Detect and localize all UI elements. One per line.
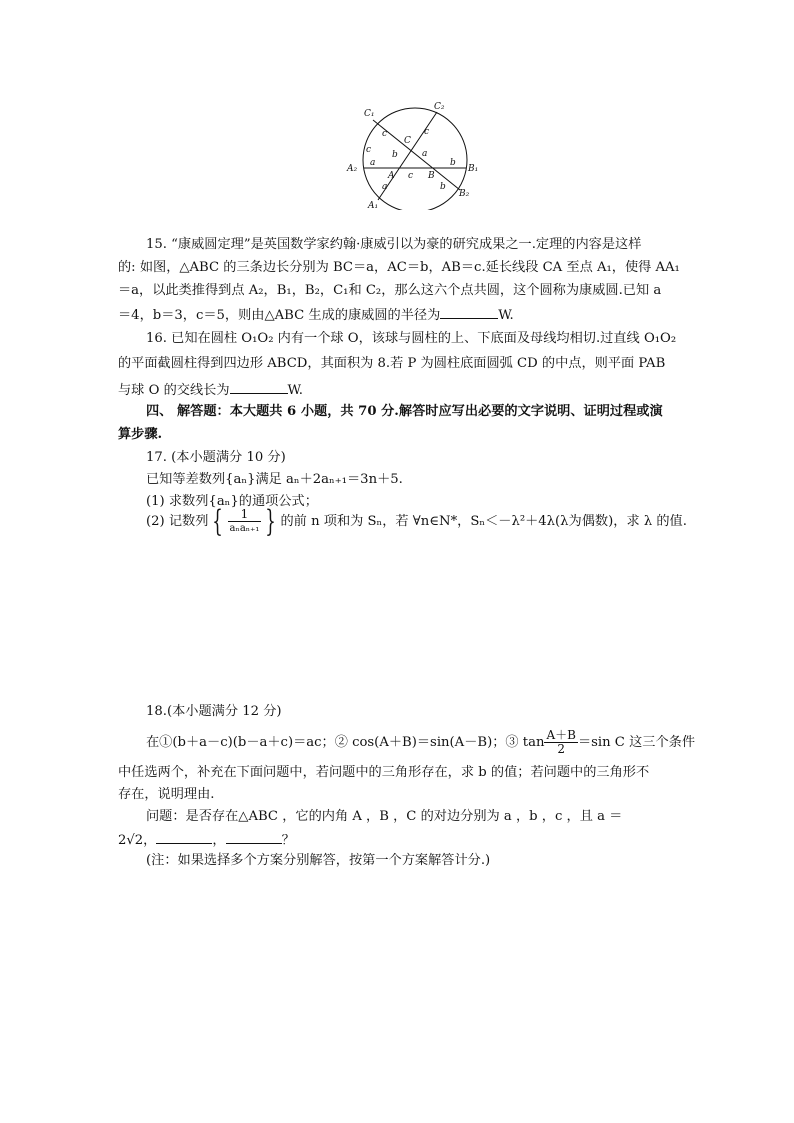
seg-b-lower: b: [440, 182, 446, 192]
label-C2: C₂: [434, 102, 445, 112]
seg-b-left: b: [392, 150, 398, 160]
q18-line5-end: ？: [281, 833, 295, 848]
q18-line5: [118, 830, 295, 850]
right-brace: }: [265, 503, 277, 539]
seg-c-left: c: [366, 145, 372, 155]
q15-line4: [118, 305, 514, 325]
q18-frac-num: A＋B: [546, 728, 576, 742]
seg-a-mid: a: [422, 149, 428, 159]
label-B: B: [428, 171, 435, 181]
q18-line3: 存在，说明理由.: [118, 787, 215, 802]
label-A: A: [388, 171, 395, 181]
conway-circle-figure: [340, 100, 490, 210]
seg-c-base: c: [408, 171, 414, 181]
q18-condition-blank-1[interactable]: [156, 830, 212, 844]
label-B2: B₂: [459, 189, 470, 199]
label-C: C: [404, 136, 411, 146]
q17-frac-den: aₙaₙ₊₁: [229, 523, 260, 534]
q15-line2: 的: 如图，△ABC 的三条边长分别为 BC＝a，AC＝b，AB＝c.延长线段 CA 至点 A₁，使得 AA₁: [118, 260, 680, 275]
seg-a-lower: a: [382, 182, 388, 192]
q18-line5-pre: 2√2，: [118, 833, 157, 848]
q18-line1-pre: 在①(b＋a－c)(b－a＋c)＝ac；② cos(A＋B)＝sin(A－B)；③ tan: [146, 735, 545, 750]
q16-answer-blank[interactable]: [230, 380, 288, 394]
q17-part2: [146, 496, 687, 544]
q18-frac-den: 2: [557, 742, 566, 756]
q17-part2-post: 的前 n 项和为 Sₙ，若 ∀n∈N*，Sₙ＜－λ²＋4λ(λ为偶数)，求 λ 的值.: [280, 514, 687, 529]
seg-a-left: a: [370, 158, 376, 168]
q15-answer-blank[interactable]: [440, 305, 498, 319]
seg-c-upper-left: c: [382, 129, 388, 139]
q18-line1: [146, 724, 695, 762]
label-A1: A₁: [368, 201, 379, 210]
q15-line4-end: W.: [498, 308, 514, 323]
q16-line2: 的平面截圆柱得到四边形 ABCD，其面积为 8.若 P 为圆柱底面圆弧 CD 的中点，则平面 PAB: [118, 356, 666, 371]
q15-line4-text: ＝4，b＝3，c＝5，则由△ABC 生成的康威圆的半径为: [118, 308, 441, 323]
q17-part1: (1) 求数列{aₙ}的通项公式；: [146, 494, 318, 509]
q18-condition-blank-2[interactable]: [226, 830, 282, 844]
q17-frac-num: 1: [228, 508, 262, 522]
label-B1: B₁: [468, 164, 479, 174]
q18-line2: 中任选两个，补充在下面问题中，若问题中的三角形存在，求 b 的值；若问题中的三角形不: [118, 765, 650, 780]
q15-line1: 15. “康威圆定理”是英国数学家约翰·康威引以为豪的研究成果之一.定理的内容是这样: [146, 237, 642, 252]
q15-line3: ＝a，以此类推得到点 A₂，B₁，B₂，C₁和 C₂，那么这六个点共圆，这个圆称为康威圆.已知 a: [118, 283, 662, 298]
q17-stem: 已知等差数列{aₙ}满足 aₙ＋2aₙ₊₁＝3n＋5.: [146, 472, 403, 487]
q18-line1-post: ＝sin C 这三个条件: [577, 735, 696, 750]
q17-fraction: [228, 508, 262, 535]
q18-title: 18.(本小题满分 12 分): [146, 704, 282, 719]
q18-fraction: [544, 729, 578, 756]
section4-heading: 四、 解答题：本大题共 6 小题，共 70 分.解答时应写出必要的文字说明、证明过程或演: [146, 404, 663, 419]
q18-line4: 问题：是否存在△ABC ，它的内角 A ，B ，C 的对边分别为 a ，b ，c ，且 a ＝: [146, 809, 623, 824]
left-brace: {: [212, 503, 224, 539]
q16-line3: [118, 380, 303, 400]
q16-line1: 16. 已知在圆柱 O₁O₂ 内有一个球 O，该球与圆柱的上、下底面及母线均相切.过直线 O₁O₂: [146, 331, 677, 346]
section4-heading-cont: 算步骤.: [118, 427, 163, 442]
q16-line3-text: 与球 O 的交线长为: [118, 383, 230, 398]
q18-line5-sep: ，: [212, 833, 226, 848]
q17-part2-pre: (2) 记数列: [146, 514, 209, 529]
q18-note: (注：如果选择多个方案分别解答，按第一个方案解答计分.): [146, 853, 491, 868]
seg-c-upper-right: c: [424, 127, 430, 137]
seg-b-right: b: [450, 158, 456, 168]
label-C1: C₁: [364, 109, 375, 119]
q16-line3-end: W.: [287, 383, 303, 398]
q17-title: 17. (本小题满分 10 分): [146, 450, 286, 465]
label-A2: A₂: [347, 164, 358, 174]
